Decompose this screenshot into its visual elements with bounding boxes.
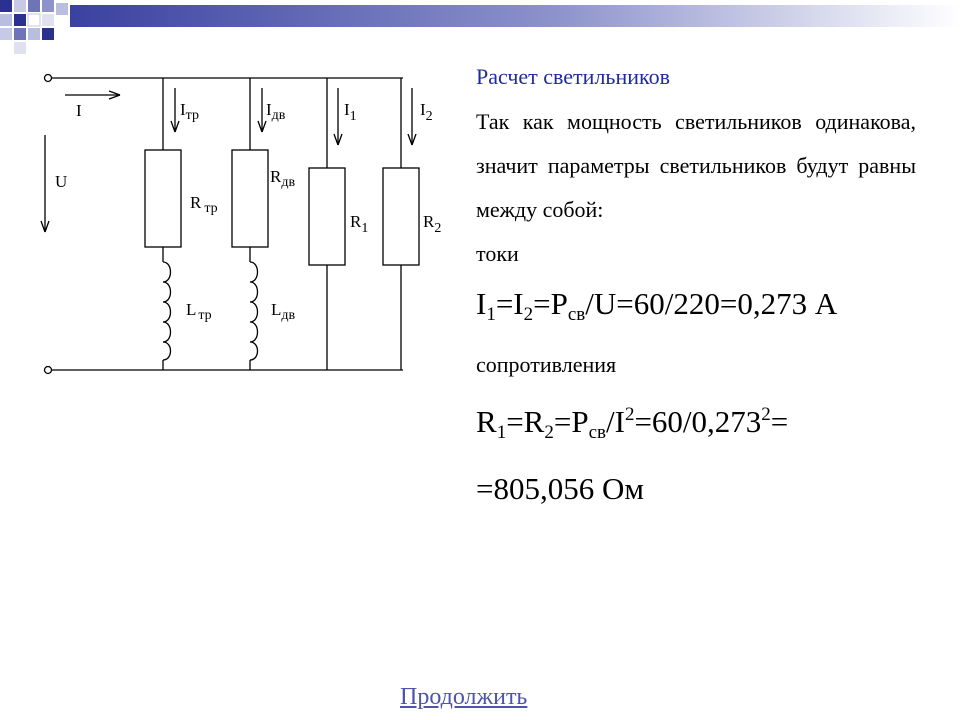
resistor-r2 — [383, 168, 419, 265]
label-i2: $I_2$ — [420, 100, 433, 124]
label-l-tr: L $_{тр}$ — [186, 300, 212, 323]
label-l-dv: $L_{дв}$ — [271, 300, 296, 323]
label-i: I — [76, 101, 82, 120]
inductor-l-dv — [250, 262, 258, 360]
label-i-dv: $I_{дв}$ — [266, 100, 286, 123]
resistance-label: сопротивления — [476, 352, 617, 377]
slide-heading: Расчет светильников — [476, 64, 670, 89]
resistor-r-tr — [145, 150, 181, 247]
formula-resistance-result: =805,056 Ом — [476, 471, 644, 506]
label-i1: $I_1$ — [344, 100, 357, 124]
currents-label: токи — [476, 241, 519, 266]
text-content — [476, 60, 916, 517]
formula-resistance: $R_1=R_2=P_{св}/I^2=60/0,273^2=$ — [476, 404, 789, 443]
label-r-tr: R $_{тр}$ — [190, 193, 218, 216]
terminal-bottom — [45, 367, 52, 374]
label-i-tr: $I_{тр}$ — [180, 100, 199, 123]
label-u: U — [55, 172, 68, 191]
label-r2: $R_2$ — [423, 212, 442, 236]
resistor-r-dv — [232, 150, 268, 247]
label-r1: $R_1$ — [350, 212, 369, 236]
formula-currents: $I_1=I_2=P_{св}/U=60/220=0,273$ А — [476, 286, 838, 325]
inductor-l-tr — [163, 262, 171, 360]
body-paragraph: Так как мощность светильников одинакова, значит параметры светильников будут равны между собой: — [476, 109, 916, 222]
label-r-dv: $R_{дв}$ — [270, 167, 296, 190]
continue-link[interactable]: Продолжить — [400, 684, 528, 710]
terminal-top — [45, 75, 52, 82]
resistor-r1 — [309, 168, 345, 265]
circuit-diagram — [0, 0, 470, 400]
